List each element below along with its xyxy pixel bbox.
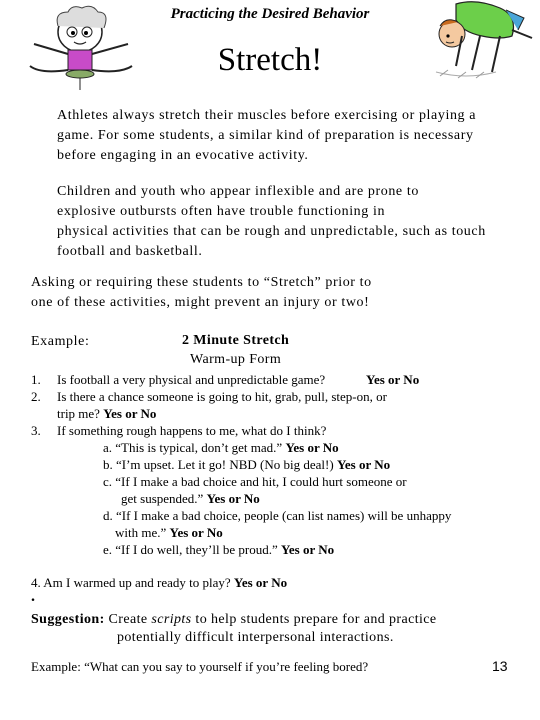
question-3d-cont: with me.” Yes or No (115, 525, 223, 540)
footer-example-text: “What can you say to yourself if you’re feeling bored? (84, 659, 369, 674)
question-3c: c. “If I make a bad choice and hit, I could hurt someone or (103, 474, 407, 489)
question-4: 4. Am I warmed up and ready to play? Yes or No (31, 575, 288, 590)
intro-paragraph-2: Children and youth who appear inflexible and are prone to explosive outbursts often have trouble functioning in physical activities that can be rough and unpredictable, such as touch football and basketball. (57, 184, 486, 259)
question-3: 3. If something rough happens to me, what do I think? (31, 423, 327, 438)
question-2-cont: trip me? Yes or No (57, 406, 157, 421)
question-1: 1. Is football a very physical and unpredictable game? (31, 372, 326, 387)
answer-yes-no[interactable]: Yes or No (169, 525, 223, 540)
form-subtitle: Warm-up Form (190, 352, 282, 367)
answer-yes-no[interactable]: Yes or No (285, 440, 339, 455)
question-3a: a. “This is typical, don’t get mad.” Yes or No (103, 440, 339, 455)
example-label: Example: (31, 334, 90, 349)
form-title: 2 Minute Stretch (182, 333, 290, 348)
answer-yes-no[interactable]: Yes or No (103, 406, 157, 421)
answer-yes-no[interactable]: Yes or No (206, 491, 260, 506)
footer-example-label: Example: (31, 659, 81, 674)
question-3e: e. “If I do well, they’ll be proud.” Yes or No (103, 542, 335, 557)
question-2: 2. Is there a chance someone is going to hit, grab, pull, step-on, or (31, 389, 387, 404)
intro-paragraph-1: Athletes always stretch their muscles before exercising or playing a game. For some students, a similar kind of preparation is necessary before engaging in an evocative activity. (57, 108, 477, 163)
footer-example (31, 659, 368, 675)
separator-dot: . (31, 588, 35, 605)
suggestion-line-2: potentially difficult interpersonal interactions. (117, 630, 394, 645)
intro-paragraph-3: Asking or requiring these students to “Stretch” prior to one of these activities, might prevent an injury or two! (31, 275, 372, 310)
answer-yes-no[interactable]: Yes or No (336, 457, 391, 472)
answer-yes-no[interactable]: Yes or No (280, 542, 335, 557)
question-3d: d. “If I make a bad choice, people (can list names) will be unhappy (103, 508, 452, 523)
answer-yes-no[interactable]: Yes or No (233, 575, 288, 590)
suggestion: Suggestion: Create scripts to help students prepare for and practice (31, 612, 437, 627)
page-number: 13 (492, 658, 508, 674)
question-3c-cont: get suspended.” Yes or No (121, 491, 260, 506)
page-title: Practicing the Desired Behavior (170, 6, 370, 22)
section-heading: Stretch! (217, 42, 323, 78)
suggestion-label: Suggestion: (31, 612, 105, 627)
question-3b: b. “I’m upset. Let it go! NBD (No big deal!) Yes or No (103, 457, 391, 472)
answer-yes-no[interactable]: Yes or No (366, 372, 420, 387)
